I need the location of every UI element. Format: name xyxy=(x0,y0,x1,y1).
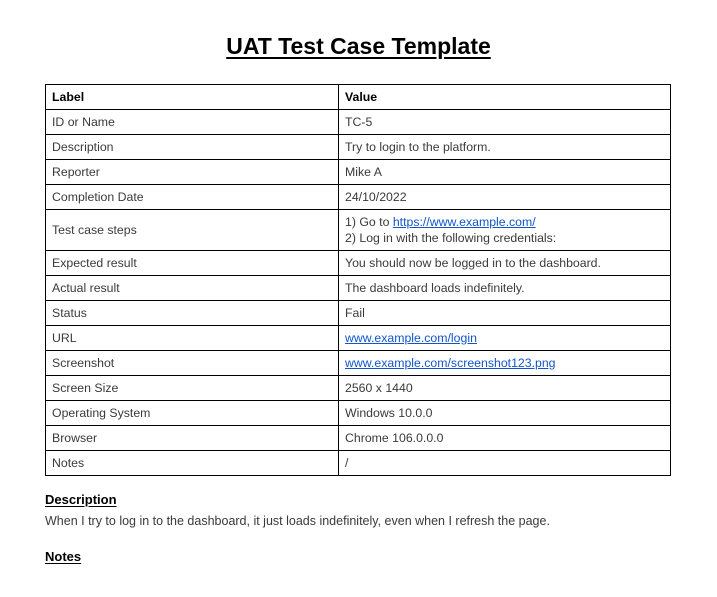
column-header-value: Value xyxy=(339,85,671,110)
table-row xyxy=(46,401,671,426)
row-label-screen-size: Screen Size xyxy=(46,376,339,401)
row-value-url xyxy=(339,326,671,351)
row-value-operating-system: Windows 10.0.0 xyxy=(339,401,671,426)
notes-heading: Notes xyxy=(45,549,82,564)
table-row xyxy=(46,276,671,301)
row-label-notes: Notes xyxy=(46,451,339,476)
step-one-prefix: 1) Go to xyxy=(345,214,393,229)
row-label-description: Description xyxy=(46,135,339,160)
table-row xyxy=(46,326,671,351)
page-title: UAT Test Case Template xyxy=(226,33,491,59)
row-label-browser: Browser xyxy=(46,426,339,451)
screenshot-url-link[interactable]: www.example.com/screenshot123.png xyxy=(345,355,556,370)
step-two-text: 2) Log in with the following credentials: xyxy=(345,231,557,245)
table-header-row xyxy=(46,85,671,110)
row-value-test-case-steps xyxy=(339,210,671,251)
row-value-status: Fail xyxy=(339,301,671,326)
row-label-completion-date: Completion Date xyxy=(46,185,339,210)
column-header-label: Label xyxy=(46,85,339,110)
row-label-test-case-steps: Test case steps xyxy=(46,210,339,251)
row-label-status: Status xyxy=(46,301,339,326)
row-label-url: URL xyxy=(46,326,339,351)
row-label-screenshot: Screenshot xyxy=(46,351,339,376)
table-row xyxy=(46,160,671,185)
row-value-notes: / xyxy=(339,451,671,476)
row-value-description: Try to login to the platform. xyxy=(339,135,671,160)
table-row xyxy=(46,185,671,210)
row-value-actual-result: The dashboard loads indefinitely. xyxy=(339,276,671,301)
row-value-id-or-name: TC-5 xyxy=(339,110,671,135)
row-value-completion-date: 24/10/2022 xyxy=(339,185,671,210)
table-row xyxy=(46,451,671,476)
table-row xyxy=(46,210,671,251)
table-row xyxy=(46,351,671,376)
description-heading: Description xyxy=(45,492,117,507)
row-label-operating-system: Operating System xyxy=(46,401,339,426)
table-row xyxy=(46,301,671,326)
test-case-table xyxy=(45,84,671,476)
table-row xyxy=(46,135,671,160)
row-value-browser: Chrome 106.0.0.0 xyxy=(339,426,671,451)
row-label-actual-result: Actual result xyxy=(46,276,339,301)
row-label-expected-result: Expected result xyxy=(46,251,339,276)
description-body: When I try to log in to the dashboard, it just loads indefinitely, even when I refresh the page. xyxy=(45,514,550,528)
table-row xyxy=(46,110,671,135)
row-label-id-or-name: ID or Name xyxy=(46,110,339,135)
table-row xyxy=(46,426,671,451)
row-value-expected-result: You should now be logged in to the dashboard. xyxy=(339,251,671,276)
example-site-link[interactable]: https://www.example.com/ xyxy=(392,214,536,229)
row-value-screen-size: 2560 x 1440 xyxy=(339,376,671,401)
table-row xyxy=(46,376,671,401)
notes-body xyxy=(45,564,685,570)
row-label-reporter: Reporter xyxy=(46,160,339,185)
row-value-screenshot xyxy=(339,351,671,376)
login-url-link[interactable]: www.example.com/login xyxy=(345,330,477,345)
table-row xyxy=(46,251,671,276)
notes-section xyxy=(45,549,685,570)
test-case-table-container xyxy=(45,84,670,476)
row-value-reporter: Mike A xyxy=(339,160,671,185)
description-section xyxy=(45,492,685,530)
